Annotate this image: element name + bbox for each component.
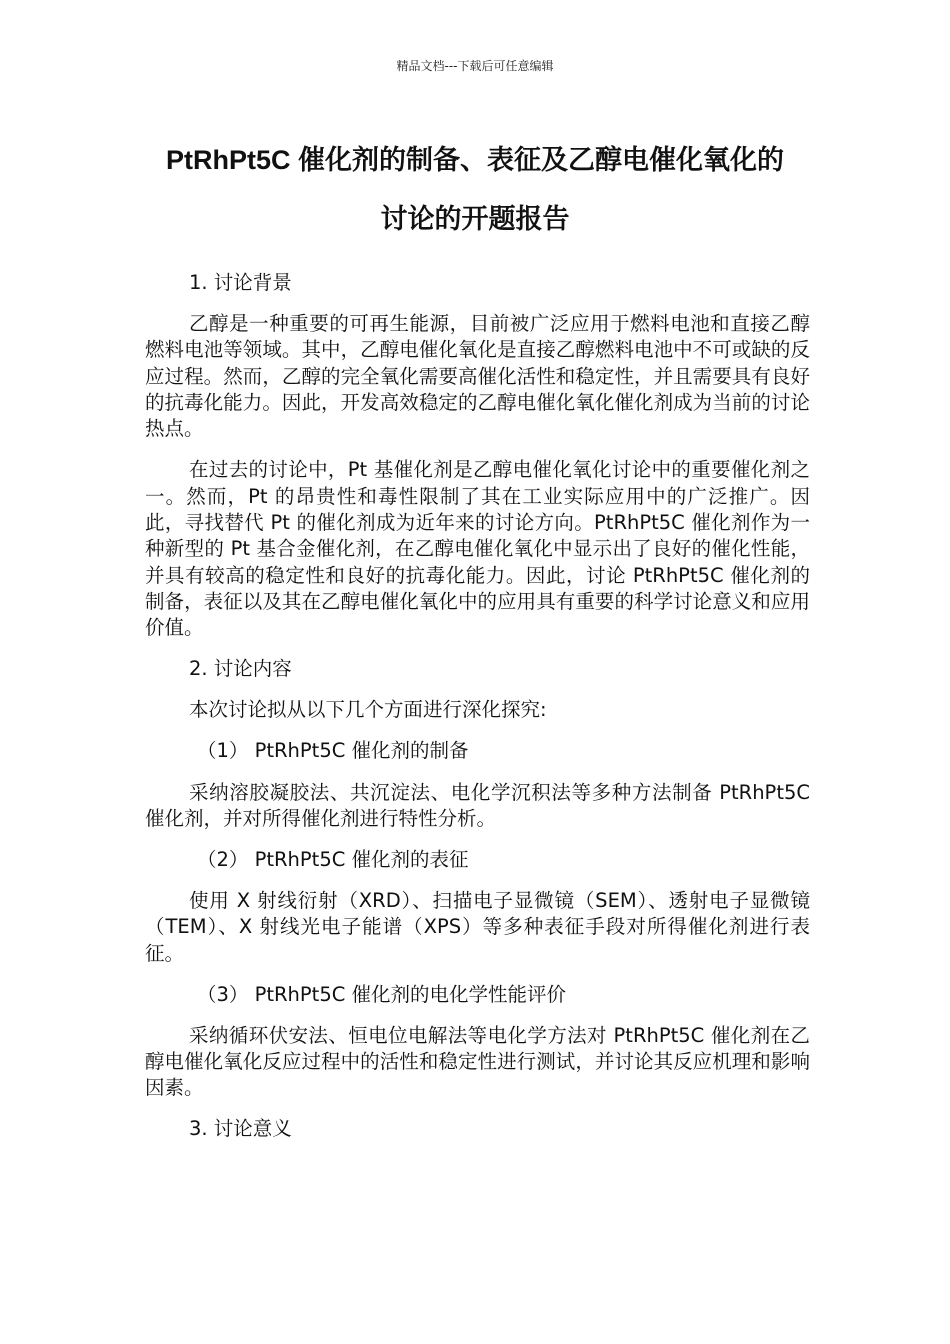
- item-text-electrochemical: 采纳循环伏安法、恒电位电解法等电化学方法对 PtRhPt5C 催化剂在乙醇电催化氧化反应过程中的活性和稳定性进行测试，并讨论其反应机理和影响因素。: [145, 1023, 810, 1100]
- section-heading-background: 1. 讨论背景: [189, 271, 292, 294]
- item-text-characterization: 使用 X 射线衍射（XRD）、扫描电子显微镜（SEM）、透射电子显微镜（TEM）、X 射线光电子能谱（XPS）等多种表征手段对所得催化剂进行表征。: [145, 889, 810, 965]
- document-body: [145, 270, 810, 1158]
- item-title-characterization: （2） PtRhPt5C 催化剂的表征: [197, 847, 469, 871]
- document-title-line-1: PtRhPt5C 催化剂的制备、表征及乙醇电催化氧化的: [165, 145, 784, 175]
- section-heading-content: 2. 讨论内容: [189, 657, 292, 681]
- paragraph-background-2: 在过去的讨论中，Pt 基催化剂是乙醇电催化氧化讨论中的重要催化剂之一。然而，Pt 的昂贵性和毒性限制了其在工业实际应用中的广泛推广。因此，寻找替代 Pt 的催化剂成为近年来的讨论方向。PtRhPt5C 催化剂作为一种新型的 Pt 基合金催化剂，在乙醇电催化氧化中显示出了良好的催化性能，并具有较高的稳定性和良好的抗毒化能力。因此，讨论 PtRhPt5C 催化剂的制备，表征以及其在乙醇电催化氧化中的应用具有重要的科学讨论意义和应用价值。: [145, 458, 810, 640]
- header-note: 精品文档---下载后可任意编辑: [396, 59, 554, 73]
- item-title-electrochemical: （3） PtRhPt5C 催化剂的电化学性能评价: [197, 982, 567, 1006]
- paragraph-background-1: 乙醇是一种重要的可再生能源，目前被广泛应用于燃料电池和直接乙醇燃料电池等领域。其中，乙醇电催化氧化是直接乙醇燃料电池中不可或缺的反应过程。然而，乙醇的完全氧化需要高催化活性和稳定性，并且需要具有良好的抗毒化能力。因此，开发高效稳定的乙醇电催化氧化催化剂成为当前的讨论热点。: [145, 312, 810, 441]
- paragraph-content-intro: 本次讨论拟从以下几个方面进行深化探究:: [189, 698, 547, 722]
- item-text-preparation: 采纳溶胶凝胶法、共沉淀法、电化学沉积法等多种方法制备 PtRhPt5C 催化剂，并对所得催化剂进行特性分析。: [145, 780, 810, 830]
- document-title-line-2: 讨论的开题报告: [380, 204, 570, 234]
- section-heading-significance: 3. 讨论意义: [189, 1117, 292, 1141]
- item-title-preparation: （1） PtRhPt5C 催化剂的制备: [197, 739, 469, 763]
